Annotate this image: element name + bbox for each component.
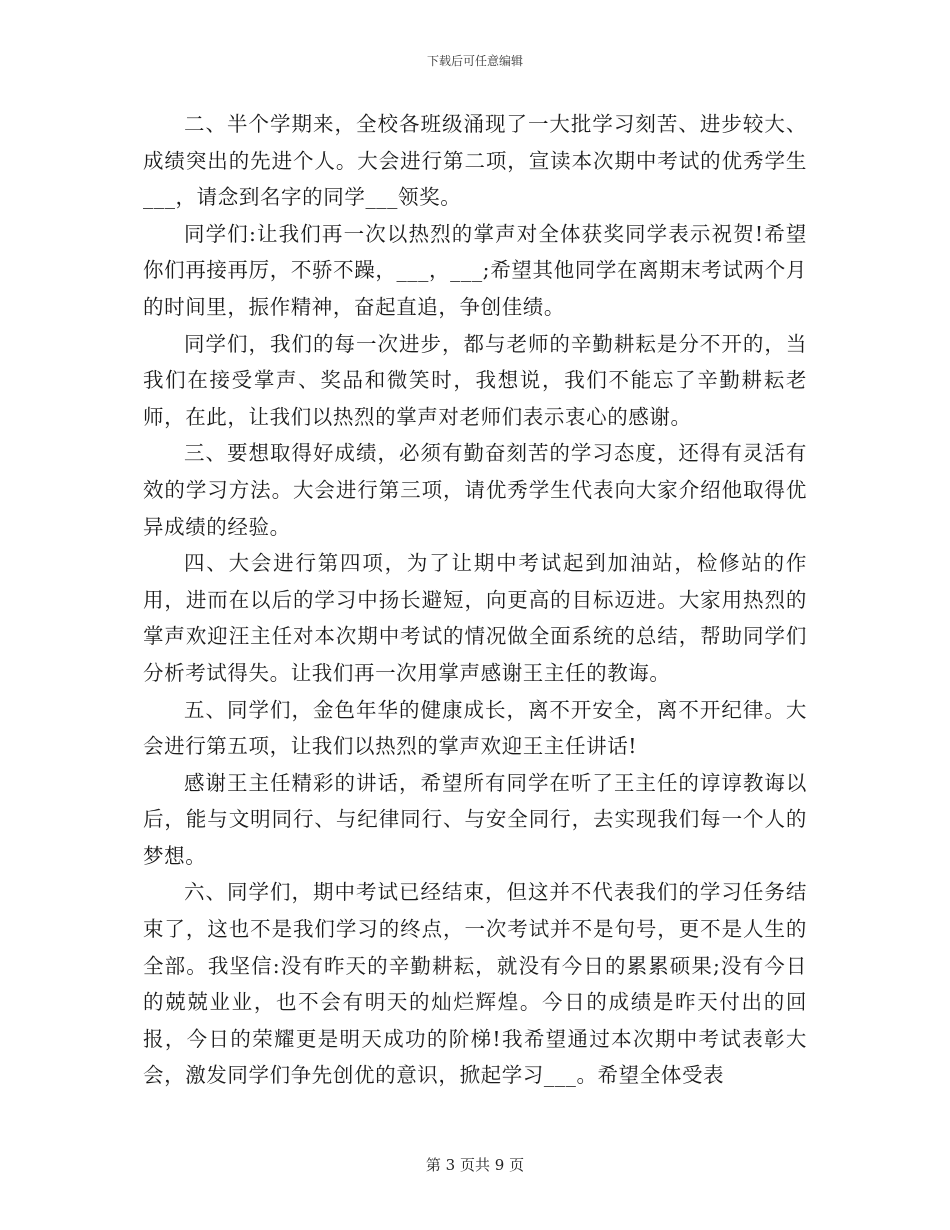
paragraph-section-five: 五、同学们，金色年华的健康成长，离不开安全，离不开纪律。大会进行第五项，让我们以热烈的掌声欢迎王主任讲话! [143,697,807,759]
paragraph-thank-teachers: 同学们，我们的每一次进步，都与老师的辛勤耕耘是分不开的，当我们在接受掌声、奖品和微笑时，我想说，我们不能忘了辛勤耕耘老师，在此，让我们以热烈的掌声对老师们表示衷心的感谢。 [143,331,807,429]
page-header: 下载后可任意编辑 [426,54,523,68]
paragraph-section-four: 四、大会进行第四项，为了让期中考试起到加油站，检修站的作用，进而在以后的学习中扬长避短，向更高的目标迈进。大家用热烈的掌声欢迎汪主任对本次期中考试的情况做全面系统的总结，帮助同学们分析考试得失。让我们再一次用掌声感谢王主任的教诲。 [143,551,807,685]
document-body [143,106,807,1094]
paragraph-congratulations: 同学们:让我们再一次以热烈的掌声对全体获奖同学表示祝贺!希望你们再接再厉，不骄不躁，___，___;希望其他同学在离期末考试两个月的时间里，振作精神，奋起直追，争创佳绩。 [143,221,807,319]
page-number: 第 3 页共 9 页 [425,1156,525,1174]
paragraph-thanks-speech: 感谢王主任精彩的讲话，希望所有同学在听了王主任的谆谆教诲以后，能与文明同行、与纪律同行、与安全同行，去实现我们每一个人的梦想。 [143,770,807,868]
paragraph-section-six: 六、同学们，期中考试已经结束，但这并不代表我们的学习任务结束了，这也不是我们学习的终点，一次考试并不是句号，更不是人生的全部。我坚信:没有昨天的辛勤耕耘，就没有今日的累累硕果;没有今日的兢兢业业，也不会有明天的灿烂辉煌。今日的成绩是昨天付出的回报，今日的荣耀更是明天成功的阶梯!我希望通过本次期中考试表彰大会，激发同学们争先创优的意识，掀起学习___。希望全体受表 [143,880,807,1088]
paragraph-section-two: 二、半个学期来，全校各班级涌现了一大批学习刻苦、进步较大、成绩突出的先进个人。大会进行第二项，宣读本次期中考试的优秀学生___，请念到名字的同学___领奖。 [143,112,807,210]
paragraph-section-three: 三、要想取得好成绩，必须有勤奋刻苦的学习态度，还得有灵活有效的学习方法。大会进行第三项，请优秀学生代表向大家介绍他取得优异成绩的经验。 [143,441,807,539]
